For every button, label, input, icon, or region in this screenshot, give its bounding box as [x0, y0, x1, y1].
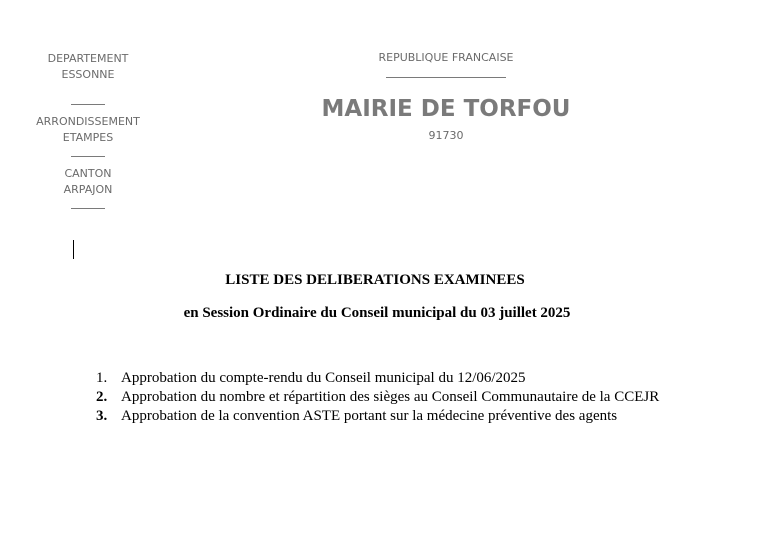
departement-label: DEPARTEMENT	[47, 52, 129, 65]
list-item	[96, 388, 696, 407]
list-item	[96, 369, 696, 388]
postal-code: 91730	[428, 129, 464, 142]
arrondissement-value: ETAMPES	[62, 131, 114, 144]
document-title: LISTE DES DELIBERATIONS EXAMINEES	[225, 272, 525, 288]
list-item-text: Approbation de la convention ASTE portant sur la médecine préventive des agents	[121, 408, 618, 424]
departement-value: ESSONNE	[61, 68, 115, 81]
deliberations-list	[96, 369, 696, 426]
separator-line	[71, 156, 105, 157]
text-cursor[interactable]	[73, 240, 74, 259]
list-item-number: 3.	[96, 408, 108, 424]
republique-heading: REPUBLIQUE FRANCAISE	[378, 51, 514, 64]
list-item-number: 2.	[96, 389, 108, 405]
list-item-number: 1.	[96, 370, 108, 386]
separator-line	[71, 208, 105, 209]
mairie-title: MAIRIE DE TORFOU	[321, 96, 571, 122]
list-item	[96, 407, 696, 426]
document-subtitle: en Session Ordinaire du Conseil municipal du 03 juillet 2025	[183, 305, 571, 321]
list-item-text: Approbation du compte-rendu du Conseil municipal du 12/06/2025	[121, 370, 526, 386]
separator-line	[386, 77, 506, 78]
canton-label: CANTON	[64, 167, 112, 180]
arrondissement-label: ARRONDISSEMENT	[36, 115, 140, 128]
canton-value: ARPAJON	[63, 183, 113, 196]
list-item-text: Approbation du nombre et répartition des sièges au Conseil Communautaire de la CCEJR	[121, 389, 660, 405]
